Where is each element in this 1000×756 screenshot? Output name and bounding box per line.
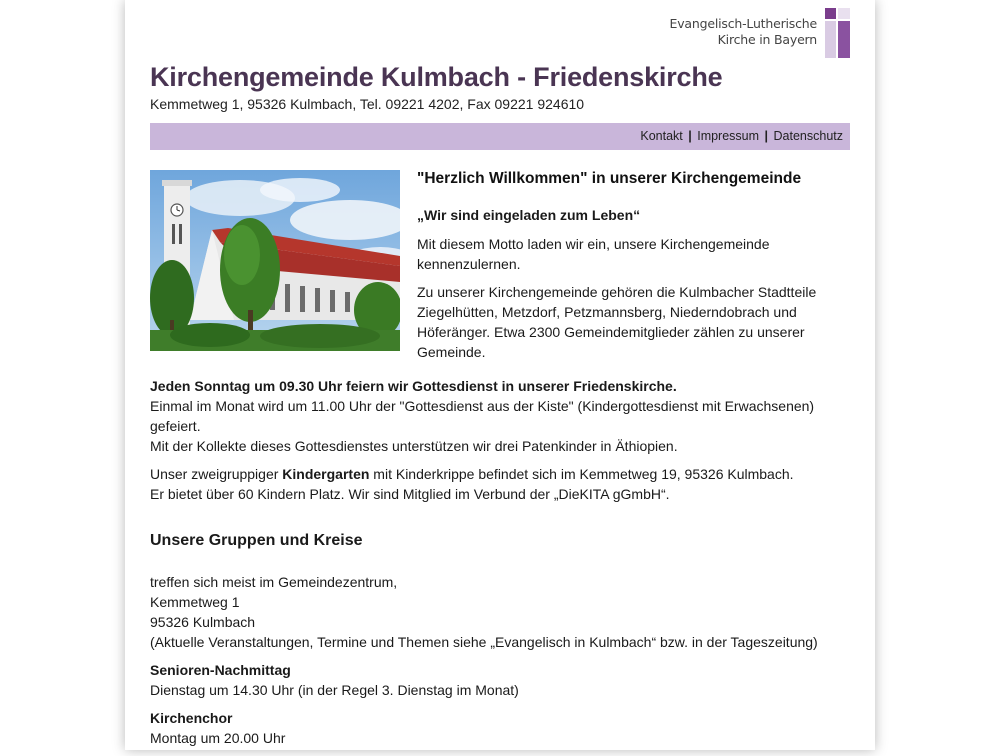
group-item [150,660,850,700]
groups-section [150,572,850,756]
logo-line-1: Evangelisch-Lutherische [669,16,817,31]
service-line-2: Einmal im Monat wird um 11.00 Uhr der "Gottesdienst aus der Kiste" (Kindergottesdienst mit Erwachsenen) gefeiert. [150,398,815,434]
service-paragraph [150,376,850,456]
intro-paragraph-1: Mit diesem Motto laden wir ein, unsere Kirchengemeinde kennenzulernen. [417,236,770,272]
service-times: Jeden Sonntag um 09.30 Uhr feiern wir Gottesdienst in unserer Friedenskirche. [150,378,677,394]
nav-link-datenschutz[interactable]: Datenschutz [773,129,843,143]
kindergarten-line-2: Er bietet über 60 Kindern Platz. Wir sind Mitglied im Verbund der „DieKITA gGmbH“. [150,486,670,502]
kindergarten-post: mit Kinderkrippe befindet sich im Kemmetweg 19, 95326 Kulmbach. [369,466,794,482]
group-item [150,708,850,748]
contact-address: Kemmetweg 1, 95326 Kulmbach, Tel. 09221 4202, Fax 09221 924610 [150,96,585,112]
logo-text [670,16,817,48]
groups-heading: Unsere Gruppen und Kreise [150,532,363,549]
kindergarten-pre: Unser zweigruppiger [150,466,283,482]
kindergarten-paragraph [150,464,850,504]
main-content [150,376,850,512]
group-name: Kirchenchor [150,710,233,726]
welcome-heading: "Herzlich Willkommen" in unserer Kirchengemeinde [417,170,802,187]
page-container [125,0,875,750]
logo-mark-icon [825,8,850,58]
service-line-3: Mit der Kollekte dieses Gottesdienstes unterstützen wir drei Patenkinder in Äthiopien. [150,438,678,454]
location-line: (Aktuelle Veranstaltungen, Termine und Themen siehe „Evangelisch in Kulmbach“ bzw. in der Tageszeitung) [150,634,818,650]
logo-line-2: Kirche in Bayern [717,32,817,47]
motto: „Wir sind eingeladen zum Leben“ [417,207,641,223]
church-logo[interactable] [670,8,850,58]
location-line: Kemmetweg 1 [150,594,240,610]
nav-separator: | [688,129,692,143]
group-name: Senioren-Nachmittag [150,662,291,678]
nav-separator: | [764,129,769,143]
kindergarten-label: Kindergarten [282,466,370,482]
welcome-section [417,170,847,370]
group-time: Montag um 20.00 Uhr [150,730,286,746]
page-title: Kirchengemeinde Kulmbach - Friedenskirche [150,62,723,92]
location-line: treffen sich meist im Gemeindezentrum, [150,574,398,590]
intro-paragraph-2: Zu unserer Kirchengemeinde gehören die Kulmbacher Stadtteile Ziegelhütten, Metzdorf, Petzmannsberg, Niederndobrach und Höferänger. Etwa 2300 Gemeindemitglieder zählen zu unserer Gemeinde. [417,284,817,360]
church-photo [150,170,400,351]
groups-location [150,572,850,652]
top-nav [150,123,850,150]
nav-link-impressum[interactable]: Impressum [697,129,760,143]
location-line: 95326 Kulmbach [150,614,256,630]
nav-link-kontakt[interactable]: Kontakt [640,129,683,143]
group-time: Dienstag um 14.30 Uhr (in der Regel 3. Dienstag im Monat) [150,682,519,698]
